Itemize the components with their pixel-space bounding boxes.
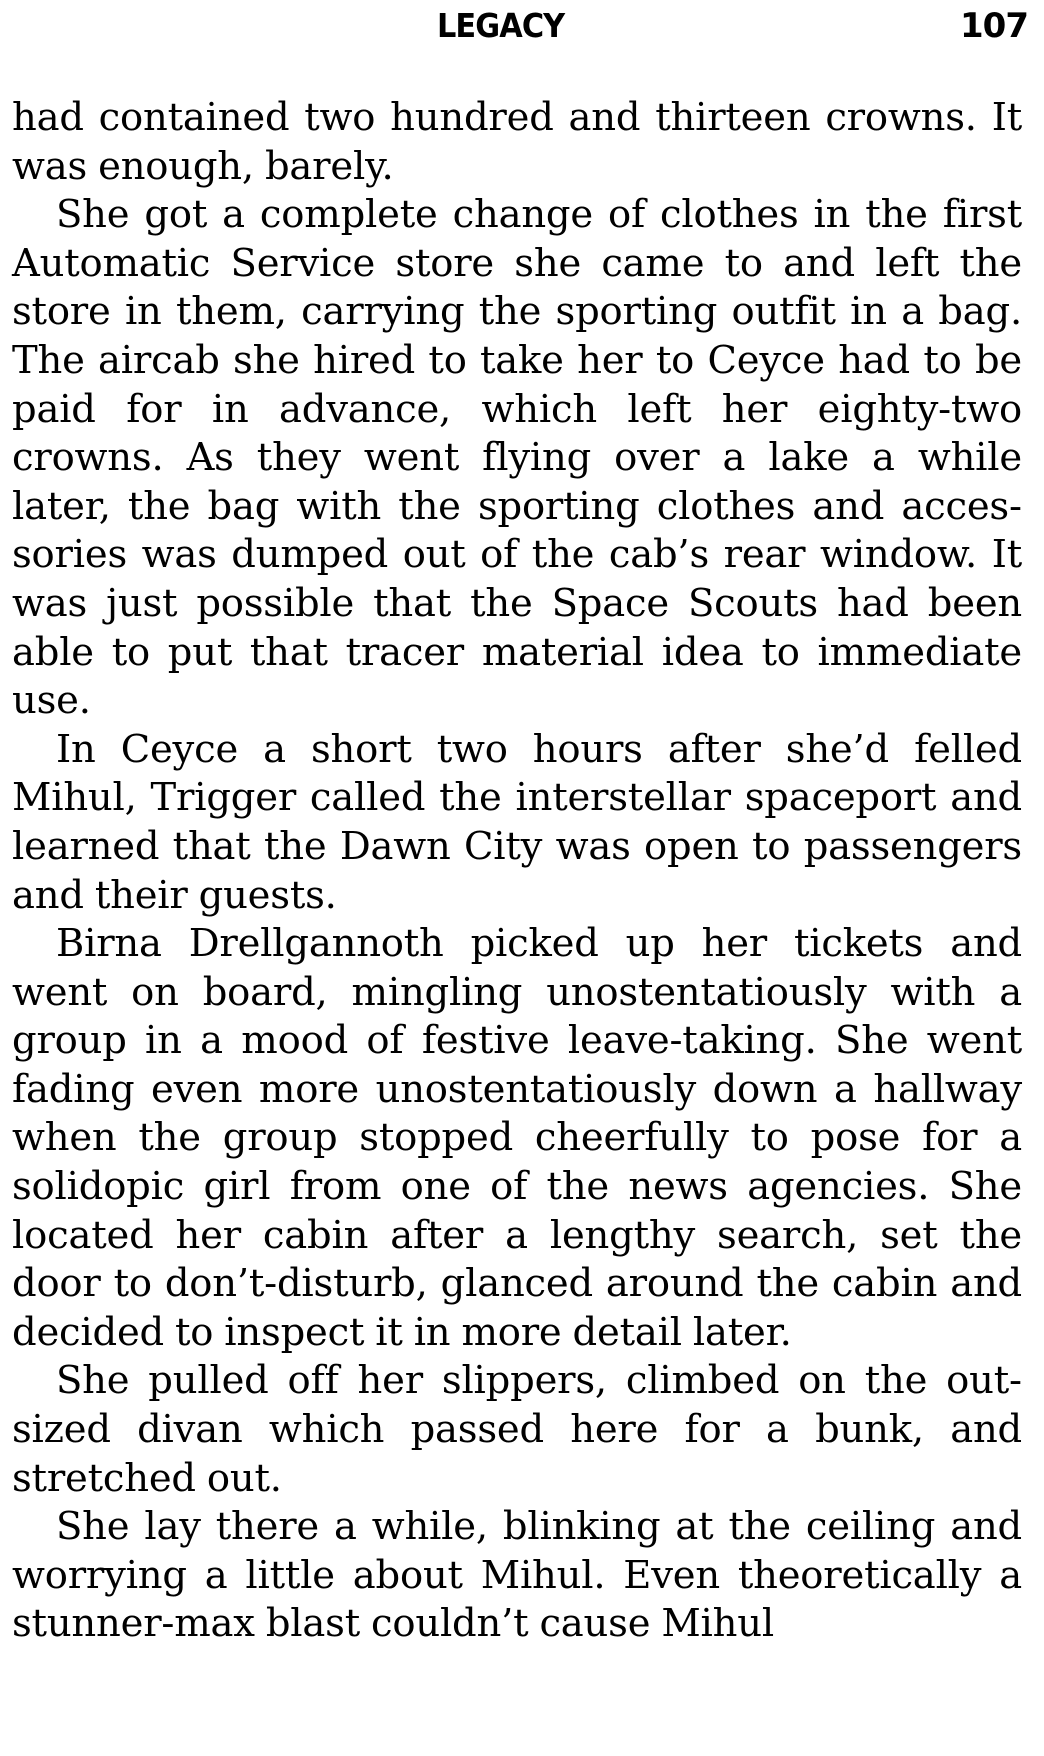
running-title: LEGACY xyxy=(437,6,565,45)
paragraph: Birna Drellgannoth picked up her tickets and went on board, mingling unostentatiously with a group in a mood of festive leave-taking. She went fading even more unostentatiously down a hallway when the group stopped cheerfully to pose for a solidopic girl from one of the news agencies. She located her cabin after a lengthy search, set the door to don’t-disturb, glanced around the cabin and decided to inspect it in more detail later. xyxy=(12,921,1022,1355)
page-number: 107 xyxy=(960,6,1028,46)
paragraph: had contained two hundred and thirteen crowns. It was enough, barely. xyxy=(12,95,1022,189)
paragraph: In Ceyce a short two hours after she’d felled Mihul, Trigger called the interstellar spaceport and learned that the Dawn City was open to passengers and their guests. xyxy=(12,726,1022,918)
paragraph: She got a complete change of clothes in the first Automatic Service store she came to and left the store in them, carrying the sporting outfit in a bag. The aircab she hired to take her to Ceyce had to be paid for in advance, which left her eighty-two crowns. As they went flying over a lake a while later, the bag with the sporting clothes and accessories was dumped out of the cab’s rear window. It was just possible that the Space Scouts had been able to put that tracer material idea to immediate use. xyxy=(12,192,1022,724)
paragraph: She pulled off her slippers, climbed on the outsized divan which passed here for a bunk, and stretched out. xyxy=(12,1358,1022,1501)
running-head xyxy=(0,6,1044,50)
body-text xyxy=(12,94,1022,1649)
paragraph: She lay there a while, blinking at the ceiling and worrying a little about Mihul. Even theoretically a stunner-max blast couldn’t cause Mihul xyxy=(12,1504,1022,1647)
